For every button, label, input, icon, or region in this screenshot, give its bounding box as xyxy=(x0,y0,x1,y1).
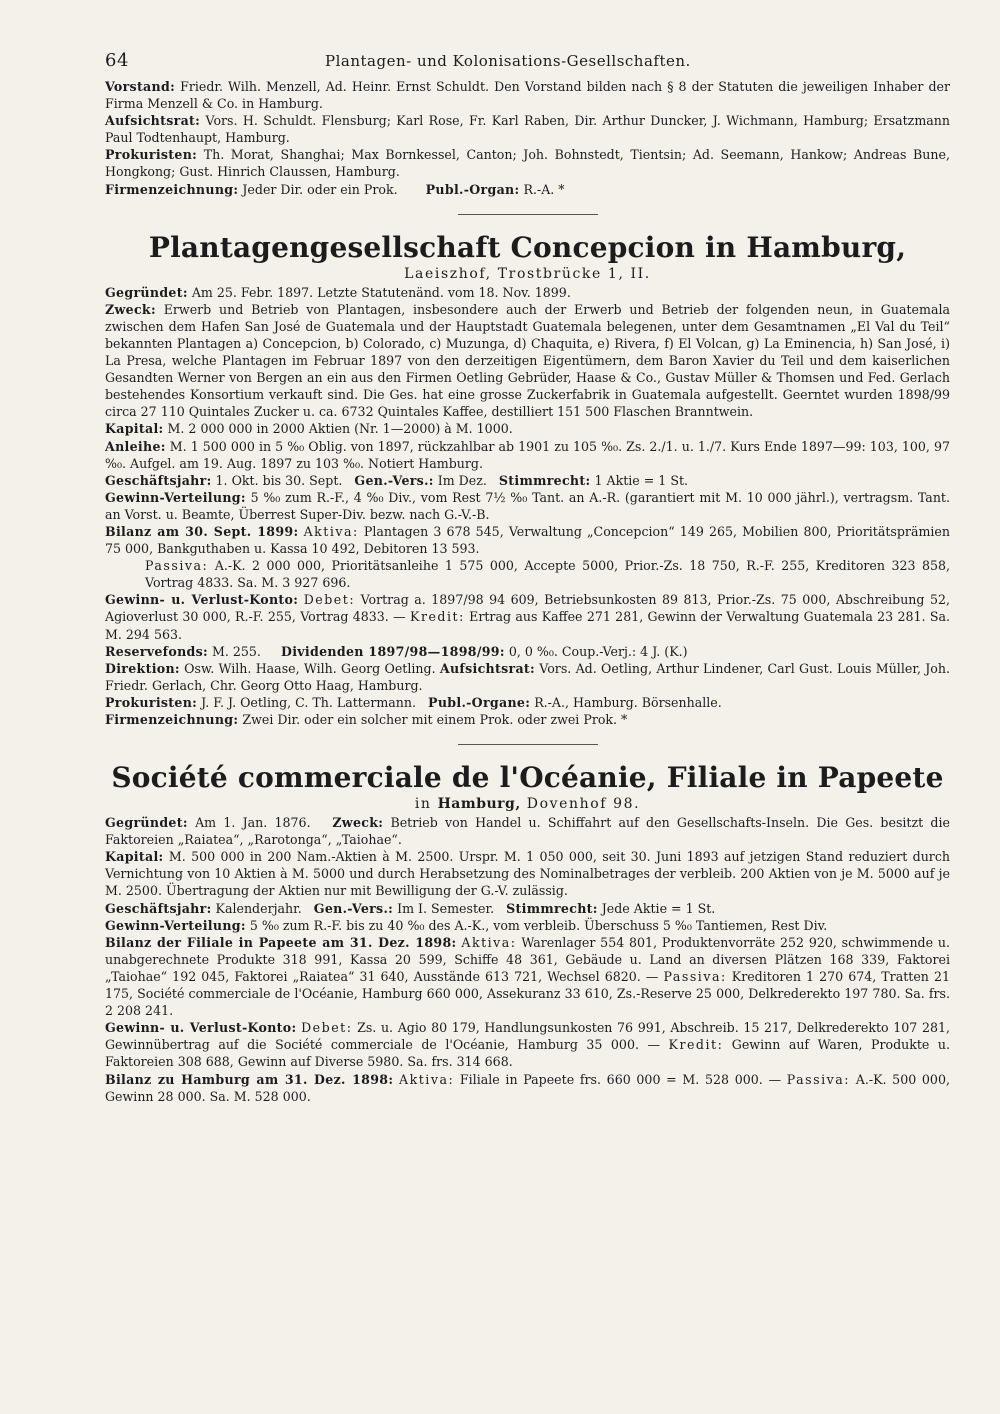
c-genvers-text: Im Dez. xyxy=(437,472,487,488)
c-dividenden-text: 0, 0 %₀. Coup.-Verj.: 4 J. (K.) xyxy=(508,643,688,659)
c-firmenzeichnung-label: Firmenzeichnung: xyxy=(105,712,239,727)
o-guv-label: Gewinn- u. Verlust-Konto: xyxy=(105,1020,297,1036)
firmenzeichnung-label: Firmenzeichnung: xyxy=(105,181,239,197)
c-publ-text: R.-A., Hamburg. Börsenhalle. xyxy=(534,694,722,710)
o-gj-label: Geschäftsjahr: xyxy=(105,900,212,916)
o-aktiva-label: Aktiva: xyxy=(461,934,517,950)
concepcion-title: Plantagengesellschaft Concepcion in Hamburg, xyxy=(148,230,907,264)
o-bilanz-hh xyxy=(105,1071,950,1105)
o-addr-city: Hamburg, xyxy=(437,796,521,813)
c-guv xyxy=(105,591,950,642)
c-reserve-text: M. 255. xyxy=(211,643,261,659)
c-gewinn-label: Gewinn-Verteilung: xyxy=(105,489,246,505)
publ-text: R.-A. * xyxy=(523,181,565,197)
oceanie-entry xyxy=(105,814,950,1105)
c-gegruendet-text: Am 25. Febr. 1897. Letzte Statutenänd. vom 18. Nov. 1899. xyxy=(191,284,571,300)
o-bilanz-label: Bilanz der Filiale in Papeete am 31. Dez. 1898: xyxy=(105,934,457,950)
o-kapital xyxy=(105,848,950,899)
publ-label: Publ.-Organ: xyxy=(425,181,520,197)
o-hh-aktiva-text: Filiale in Papeete frs. 660 000 = M. 528 000. — xyxy=(459,1071,782,1087)
aufsichtsrat-paragraph xyxy=(105,112,950,146)
c-kapital xyxy=(105,420,950,437)
c-dividenden-label: Dividenden 1897/98—1898/99: xyxy=(280,643,505,659)
c-aufsichtsrat-text: Vors. Ad. Oetling, Arthur Lindener, Carl Gust. Louis Müller, Joh. Friedr. Gerlach, Chr. Georg Otto Haag, Hamburg. xyxy=(105,660,950,693)
o-kredit-label: Kredit: xyxy=(668,1037,724,1053)
o-zweck-label: Zweck: xyxy=(332,815,384,831)
section-divider xyxy=(458,214,598,215)
o-gewinn-text: 5 %₀ zum R.-F. bis zu 40 %₀ des A.-K., vom verbleib. Überschuss 5 %₀ Tantiemen, Rest Div. xyxy=(249,917,828,933)
running-head xyxy=(105,50,950,78)
c-gewinn xyxy=(105,489,950,523)
c-gegruendet xyxy=(105,284,950,301)
o-kapital-label: Kapital: xyxy=(105,849,164,865)
o-kredit-text: Gewinn auf Waren, Produkte u. Faktoreien 308 688, Gewinn auf Diverse 5980. Sa. frs. 314 668. xyxy=(105,1037,950,1070)
o-passiva-label: Passiva: xyxy=(663,968,727,984)
c-direktion-text: Osw. Wilh. Haase, Wilh. Georg Oetling. xyxy=(184,660,436,676)
c-debet-label: Debet: xyxy=(303,592,356,608)
aufsichtsrat-label: Aufsichtsrat: xyxy=(105,113,201,129)
c-publ-label: Publ.-Organe: xyxy=(428,694,531,710)
o-geschaeftsjahr xyxy=(105,900,950,917)
concepcion-entry xyxy=(105,284,950,728)
section-divider-2 xyxy=(458,744,598,745)
o-gegruendet xyxy=(105,814,950,848)
concepcion-address: Laeiszhof, Trostbrücke 1, II. xyxy=(404,265,651,282)
o-stimmrecht-label: Stimmrecht: xyxy=(506,900,598,916)
o-hh-aktiva-label: Aktiva: xyxy=(399,1071,455,1087)
c-firmenzeichnung-text: Zwei Dir. oder ein solcher mit einem Prok. oder zwei Prok. * xyxy=(242,712,628,727)
c-firmenzeichnung xyxy=(105,711,950,728)
c-anleihe-label: Anleihe: xyxy=(105,438,166,454)
c-kapital-label: Kapital: xyxy=(105,421,164,437)
o-kapital-text: M. 500 000 in 200 Nam.-Aktien à M. 2500. Urspr. M. 1 050 000, seit 30. Juni 1893 auf jetzigen Stand reduziert durch Vernichtung von 10 Aktien à M. 5000 und durch Herabsetzung des Nominalbetrages der verbleib. 200 Aktien von je M. 5000 auf je M. 2500. Übertragung der Aktien nur mit Bewilligung der G.-V. zulässig. xyxy=(105,849,950,899)
vorstand-text: Friedr. Wilh. Menzell, Ad. Heinr. Ernst Schuldt. Den Vorstand bilden nach § 8 der Statuten die jeweiligen Inhaber der Firma Menzell & Co. in Hamburg. xyxy=(105,79,950,112)
c-stimmrecht-text: 1 Aktie = 1 St. xyxy=(594,472,689,488)
o-gewinn-label: Gewinn-Verteilung: xyxy=(105,917,246,933)
prokuristen-text: Th. Morat, Shanghai; Max Bornkessel, Canton; Joh. Bohnstedt, Tientsin; Ad. Seemann, Hankow; Andreas Bune, Hongkong; Gust. Hinrich Claussen, Hamburg. xyxy=(105,147,950,180)
c-gj-text: 1. Okt. bis 30. Sept. xyxy=(215,472,343,488)
vorstand-label: Vorstand: xyxy=(105,79,176,94)
previous-entry xyxy=(105,78,950,198)
o-genvers-label: Gen.-Vers.: xyxy=(313,900,394,916)
vorstand-paragraph xyxy=(105,78,950,112)
o-hh-passiva-label: Passiva: xyxy=(786,1071,851,1087)
c-gewinn-text: 5 %₀ zum R.-F., 4 %₀ Div., vom Rest 7½ %₀ Tant. an A.-R. (garantiert mit M. 10 000 jährl.), vertragsm. Tant. an Vorst. u. Beamte, Überrest Super-Div. bezw. nach G.-V.-B. xyxy=(105,489,950,522)
c-passiva-label: Passiva: xyxy=(145,558,209,574)
c-aktiva-text: Plantagen 3 678 545, Verwaltung „Concepcion“ 149 265, Mobilien 800, Prioritätsprämien 75 000, Bankguthaben u. Kassa 10 492, Debitoren 13 593. xyxy=(105,523,950,557)
c-genvers-label: Gen.-Vers.: xyxy=(354,472,434,488)
c-prokuristen-text: J. F. J. Oetling, C. Th. Lattermann. xyxy=(201,694,417,710)
c-geschaeftsjahr xyxy=(105,472,950,489)
o-passiva-text: Kreditoren 1 270 674, Tratten 21 175, Société commerciale de l'Océanie, Hamburg 660 000, Assekuranz 33 610, Zs.-Reserve 25 000, Delkrederekto 197 780. Sa. frs. 2 208 241. xyxy=(105,968,950,1019)
c-gj-label: Geschäftsjahr: xyxy=(105,472,212,488)
o-hh-passiva-text: A.-K. 500 000, Gewinn 28 000. Sa. M. 528 000. xyxy=(105,1071,950,1104)
o-stimmrecht-text: Jede Aktie = 1 St. xyxy=(601,900,716,916)
o-aktiva-text: Warenlager 554 801, Produktenvorräte 252 920, schwimmende u. unabgerechnete Produkte 318 991, Kassa 20 599, Schiffe 48 361, Gebäude u. Land an diversen Plätzen 168 339, Faktorei „Taiohae“ 192 045, Faktorei „Raiatea“ 31 640, Ausstände 613 721, Wechsel 6820. — xyxy=(105,934,951,984)
firmenzeichnung-text: Jeder Dir. oder ein Prok. xyxy=(242,181,398,197)
c-zweck xyxy=(105,301,950,421)
c-zweck-label: Zweck: xyxy=(105,301,156,317)
oceanie-title: Société commerciale de l'Océanie, Filiale in Papeete xyxy=(111,761,944,795)
o-bilanz xyxy=(105,934,950,1019)
c-bilanz xyxy=(105,523,950,557)
c-anleihe-text: M. 1 500 000 in 5 %₀ Oblig. von 1897, rückzahlbar ab 1901 zu 105 %₀. Zs. 2./1. u. 1./7. Kurs Ende 1897—99: 103, 100, 97 %₀. Aufgel. am 19. Aug. 1897 zu 103 %₀. Notiert Hamburg. xyxy=(105,438,950,471)
c-prokuristen xyxy=(105,694,950,711)
o-addr-rest: Dovenhof 98. xyxy=(526,796,641,813)
c-kredit-label: Kredit: xyxy=(410,609,465,625)
c-aufsichtsrat-label: Aufsichtsrat: xyxy=(439,660,535,676)
c-prokuristen-label: Prokuristen: xyxy=(105,694,198,710)
prokuristen-paragraph xyxy=(105,146,950,180)
o-debet-label: Debet: xyxy=(301,1020,353,1036)
o-genvers-text: Im I. Semester. xyxy=(397,900,495,916)
o-bilanz-hh-label: Bilanz zu Hamburg am 31. Dez. 1898: xyxy=(105,1071,394,1087)
running-title: Plantagen- und Kolonisations-Gesellschaften. xyxy=(325,52,691,70)
c-guv-label: Gewinn- u. Verlust-Konto: xyxy=(105,592,299,608)
c-kapital-text: M. 2 000 000 in 2000 Aktien (Nr. 1—2000) à M. 1000. xyxy=(167,421,513,437)
page-number: 64 xyxy=(105,50,129,71)
c-passiva-text: A.-K. 2 000 000, Prioritätsanleihe 1 575 000, Accepte 5000, Prior.-Zs. 18 750, R.-F. 255, Kreditoren 323 858, Vortrag 4833. Sa. M. 3 927 696. xyxy=(145,558,950,591)
c-direktion xyxy=(105,660,950,694)
c-stimmrecht-label: Stimmrecht: xyxy=(498,472,591,488)
c-gegruendet-label: Gegründet: xyxy=(105,284,188,300)
o-gj-text: Kalenderjahr. xyxy=(215,900,302,916)
aufsichtsrat-text: Vors. H. Schuldt. Flensburg; Karl Rose, Fr. Karl Raben, Dir. Arthur Duncker, J. Wichmann, Hamburg; Ersatzmann Paul Todtenhaupt, Hamburg. xyxy=(105,113,950,146)
o-guv xyxy=(105,1019,950,1070)
oceanie-address xyxy=(105,796,950,812)
o-zweck-text: Betrieb von Handel u. Schiffahrt auf den Gesellschafts-Inseln. Die Ges. besitzt die Faktoreien „Raiatea“, „Rarotonga“, „Taiohae“. xyxy=(105,815,950,848)
c-reserve-label: Reservefonds: xyxy=(105,643,208,659)
c-reserve xyxy=(105,643,950,660)
o-debet-text: Zs. u. Agio 80 179, Handlungsunkosten 76 991, Abschreib. 15 217, Delkrederekto 107 281, Gewinnübertrag auf die Société commerciale de l'Océanie, Hamburg 35 000. — xyxy=(105,1020,950,1053)
o-gegruendet-label: Gegründet: xyxy=(105,815,188,831)
firmenzeichnung-paragraph xyxy=(105,181,950,198)
prokuristen-label: Prokuristen: xyxy=(105,147,198,163)
c-direktion-label: Direktion: xyxy=(105,660,180,676)
c-zweck-text: Erwerb und Betrieb von Plantagen, insbesondere auch der Erwerb und Betrieb der folgenden neun, in Guatemala zwischen dem Hafen San José de Guatemala und der Hauptstadt Guatemala belegenen, unter dem Gesamtnamen „El Val du Teil“ bekannten Plantagen a) Concepcion, b) Colorado, c) Muzunga, d) Chaquita, e) Rivera, f) El Volcan, g) La Eminencia, h) San José, i) La Presa, welche Plantagen im Februar 1897 von den derzeitigen Eigentümern, dem Baron Xavier du Teil und dem kaiserlichen Gesandten Werner von Bergen an ein aus den Firmen Oetling Gebrüder, Haase & Co., Gustav Müller & Thomsen und Fed. Gerlach bestehendes Konsortium verkauft sind. Die Ges. hat eine grosse Zuckerfabrik in Guatemala aufgestellt. Geerntet wurden 1898/99 circa 27 110 Quintales Zucker u. ca. 6732 Quintales Kaffee, destilliert 151 500 Flaschen Branntwein. xyxy=(105,301,950,420)
o-addr-prefix: in xyxy=(414,796,432,813)
c-anleihe xyxy=(105,438,950,472)
c-passiva xyxy=(105,557,950,591)
c-kredit-text: Ertrag aus Kaffee 271 281, Gewinn der Verwaltung Guatemala 23 281. Sa. M. 294 563. xyxy=(105,609,950,642)
c-debet-text: Vortrag a. 1897/98 94 609, Betriebsunkosten 89 813, Prior.-Zs. 75 000, Abschreibung 52, Agioverlust 30 000, R.-F. 255, Vortrag 4833. — xyxy=(105,592,951,625)
o-gewinn xyxy=(105,917,950,934)
o-gegruendet-text: Am 1. Jan. 1876. xyxy=(195,815,311,831)
c-bilanz-label: Bilanz am 30. Sept. 1899: xyxy=(105,523,299,539)
c-aktiva-label: Aktiva: xyxy=(303,523,359,539)
